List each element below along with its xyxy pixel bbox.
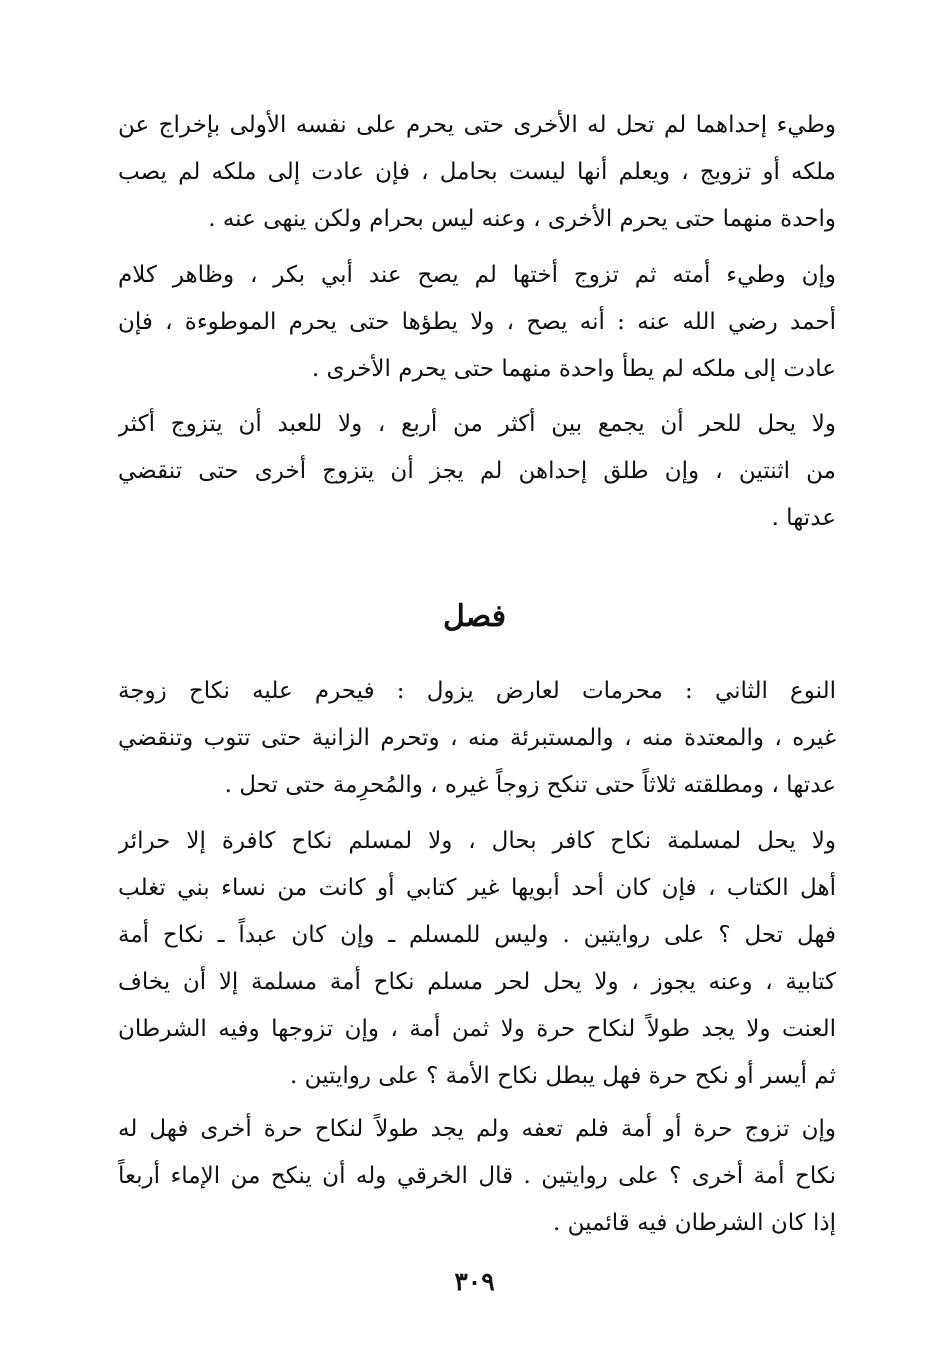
paragraph-6 [118,1106,836,1247]
text-line: نكاح أمة أخرى ؟ على روايتين . قال الخرقي وله أن ينكح من الإماء أربعاً [118,1163,836,1189]
text-line: العنت ولا يجد طولاً لنكاح حرة ولا ثمن أمة ، وإن تزوجها وفيه الشرطان [118,1016,836,1042]
text-line: كتابية ، وعنه يجوز ، ولا يحل لحر مسلم نكاح أمة مسلمة إلا أن يخاف [118,969,836,995]
text-line: أهل الكتاب ، فإن كان أحد أبويها غير كتابي أو كانت من نساء بني تغلب [118,875,836,901]
text-line: غيره ، والمعتدة منه ، والمستبرئة منه ، وتحرم الزانية حتى تتوب وتنقضي [118,725,836,751]
text-line: إذا كان الشرطان فيه قائمين . [553,1210,836,1236]
text-line: واحدة منهما حتى يحرم الأخرى ، وعنه ليس بحرام ولكن ينهى عنه . [208,206,836,232]
text-line: فهل تحل ؟ على روايتين . وليس للمسلم ـ وإن كان عبداً ـ نكاح أمة [118,922,836,948]
text-line: وإن وطيء أمته ثم تزوج أختها لم يصح عند أبي بكر ، وظاهر كلام [118,262,836,288]
paragraph-2 [118,252,836,393]
text-line: وطيء إحداهما لم تحل له الأخرى حتى يحرم على نفسه الأولى بإخراج عن [118,112,836,138]
page-number: ٣٠٩ [454,1267,495,1296]
text-line: ولا يحل لمسلمة نكاح كافر بحال ، ولا لمسلم نكاح كافرة إلا حرائر [118,828,836,854]
paragraph-5 [118,818,836,1100]
paragraph-4 [118,668,836,809]
text-line: عدتها ، ومطلقته ثلاثاً حتى تنكح زوجاً غيره ، والمُحرِمة حتى تحل . [224,772,836,798]
text-line: من اثنتين ، وإن طلق إحداهن لم يجز أن يتزوج أخرى حتى تنقضي [118,458,836,484]
text-line: عادت إلى ملكه لم يطأ واحدة منهما حتى يحرم الأخرى . [311,356,836,382]
text-line: ثم أيسر أو نكح حرة فهل يبطل نكاح الأمة ؟ على روايتين . [289,1063,836,1089]
text-line: ملكه أو تزويج ، ويعلم أنها ليست بحامل ، فإن عادت إلى ملكه لم يصب [118,159,836,185]
text-line: عدتها . [771,505,836,531]
text-line: وإن تزوج حرة أو أمة فلم تعفه ولم يجد طولاً لنكاح حرة أخرى فهل له [118,1116,836,1142]
text-line: ولا يحل للحر أن يجمع بين أكثر من أربع ، ولا للعبد أن يتزوج أكثر [118,411,836,437]
paragraph-1 [118,102,836,243]
text-line: أحمد رضي الله عنه : أنه يصح ، ولا يطؤها حتى يحرم الموطوءة ، فإن [118,309,836,335]
paragraph-3 [118,401,836,542]
text-line: النوع الثاني : محرمات لعارض يزول : فيحرم عليه نكاح زوجة [118,678,836,704]
section-heading: فصل [442,599,507,634]
